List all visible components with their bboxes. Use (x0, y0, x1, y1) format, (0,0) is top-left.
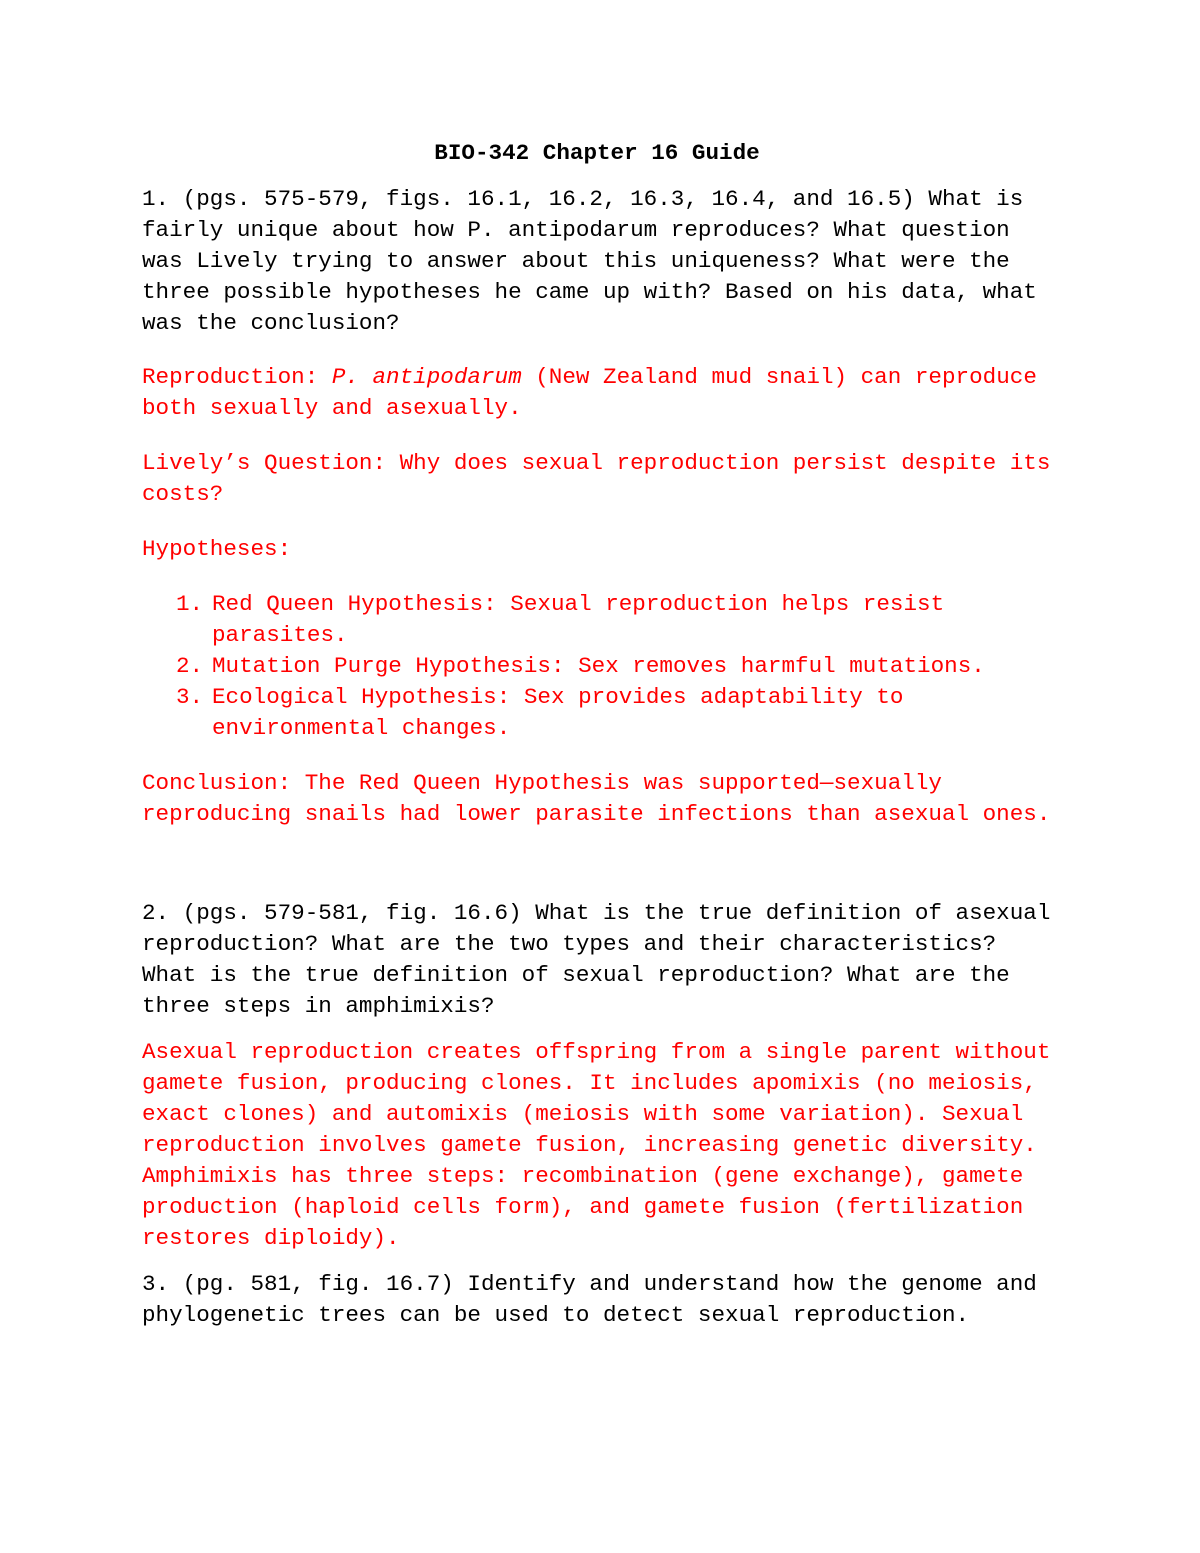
reproduction-rest: (New Zealand mud snail) can reproduce both sexually and asexually. (142, 364, 1037, 421)
list-item (142, 682, 1052, 744)
document-title: BIO-342 Chapter 16 Guide (434, 140, 760, 166)
list-number: 2. (176, 653, 204, 679)
species-name: P. antipodarum (331, 364, 522, 390)
answer-lively-question: Lively’s Question: Why does sexual reproduction persist despite its costs? (142, 450, 1051, 507)
document-page (142, 138, 1052, 1354)
hypothesis-text: Mutation Purge Hypothesis: Sex removes harmful mutations. (212, 653, 985, 679)
question-2: 2. (pgs. 579-581, fig. 16.6) What is the true definition of asexual reproduction? What are the two types and their characteristics? What is the true definition of sexual reproduction? What are the three steps in amphimixis? (142, 900, 1051, 1019)
answer-2: Asexual reproduction creates offspring from a single parent without gamete fusion, producing clones. It includes apomixis (no meiosis, exact clones) and automixis (meiosis with some variation). Sexual reproduction involves gamete fusion, increasing genetic diversity. Amphimixis has three steps: recombination (gene exchange), gamete production (haploid cells form), and gamete fusion (fertilization restores diploidy). (142, 1039, 1051, 1251)
hypothesis-text: Red Queen Hypothesis: Sexual reproduction helps resist parasites. (212, 591, 945, 648)
question-1: 1. (pgs. 575-579, figs. 16.1, 16.2, 16.3, 16.4, and 16.5) What is fairly unique about how P. antipodarum reproduces? What question was Lively trying to answer about this uniqueness? What were the three possible hypotheses he came up with? Based on his data, what was the conclusion? (142, 186, 1037, 336)
hypotheses-label: Hypotheses: (142, 536, 292, 562)
list-number: 1. (176, 591, 204, 617)
reproduction-prefix: Reproduction: (142, 364, 332, 390)
question-3: 3. (pg. 581, fig. 16.7) Identify and understand how the genome and phylogenetic trees can be used to detect sexual reproduction. (142, 1271, 1037, 1328)
hypothesis-text: Ecological Hypothesis: Sex provides adaptability to environmental changes. (212, 684, 904, 741)
list-item (142, 651, 1052, 682)
hypotheses-list (142, 589, 1052, 744)
answer-conclusion: Conclusion: The Red Queen Hypothesis was supported—sexually reproducing snails had lower parasite infections than asexual ones. (142, 770, 1051, 827)
list-item (142, 589, 1052, 651)
answer-reproduction (142, 362, 1052, 424)
list-number: 3. (176, 684, 204, 710)
